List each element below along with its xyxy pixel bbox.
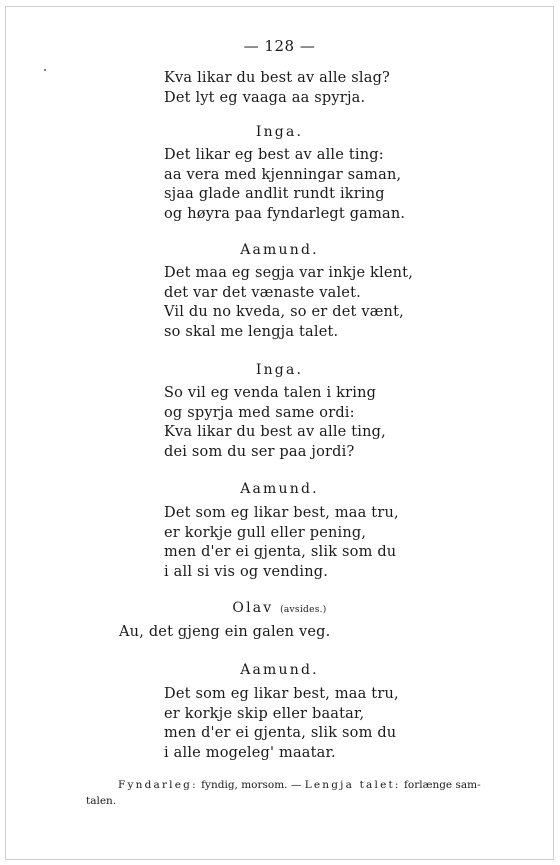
- footnote: [86, 777, 548, 807]
- page-number: — 128 —: [243, 37, 316, 55]
- verse-line: so skal me lengja talet.: [164, 323, 339, 340]
- verse-line: det var det vænaste valet.: [164, 284, 361, 301]
- verse-line: Det som eg likar best, maa tru,: [164, 686, 399, 702]
- stanza-1: [164, 146, 464, 224]
- stanza-2: [164, 264, 464, 342]
- footnote-definition: forlænge sam-: [403, 779, 481, 791]
- verse-line: Det likar eg best av alle ting:: [164, 147, 384, 163]
- verse-line: aa vera med kjenningar saman,: [164, 166, 402, 183]
- speaker-name: Inga.: [255, 124, 304, 140]
- speaker-name: Inga.: [255, 362, 304, 378]
- verse-line: og spyrja med same ordi:: [164, 404, 355, 421]
- verse-line: Vil du no kveda, so er det vænt,: [164, 304, 404, 320]
- stanza-6: [164, 685, 464, 763]
- stanza-3: [164, 384, 464, 462]
- paper-speck: [44, 69, 46, 71]
- stanza-0: [164, 69, 464, 108]
- verse-line: og høyra paa fyndarlegt gaman.: [164, 205, 406, 222]
- speaker-label: Olav: [232, 600, 274, 616]
- verse-line: er korkje gull eller pening,: [164, 524, 367, 541]
- book-page: [5, 6, 554, 860]
- footnote-term: Lengja talet:: [304, 779, 401, 791]
- speaker-name: Aamund.: [240, 242, 319, 258]
- stage-direction: (avsides.): [280, 605, 327, 615]
- verse-line: So vil eg venda talen i kring: [164, 385, 377, 401]
- footnote-term: Fyndarleg:: [118, 779, 198, 791]
- speaker-name: Aamund.: [240, 481, 319, 497]
- verse-line: dei som du ser paa jordi?: [164, 443, 355, 460]
- speaker-name: [6, 600, 553, 616]
- footnote-continuation: talen.: [86, 795, 117, 807]
- footnote-definition: fyndig, morsom. —: [201, 779, 302, 791]
- stanza-4: [164, 504, 464, 582]
- verse-line: sjaa glade andlit rundt ikring: [164, 186, 385, 202]
- verse-line: i all si vis og vending.: [164, 563, 329, 580]
- verse-line: Au, det gjeng ein galen veg.: [119, 624, 331, 640]
- verse-line: er korkje skip eller baatar,: [164, 705, 365, 722]
- stanza-5: [119, 623, 419, 643]
- verse-line: Kva likar du best av alle slag?: [164, 70, 391, 86]
- verse-line: Det lyt eg vaaga aa spyrja.: [164, 89, 366, 106]
- speaker-name: Aamund.: [240, 662, 319, 678]
- verse-line: Det som eg likar best, maa tru,: [164, 505, 399, 521]
- verse-line: men d'er ei gjenta, slik som du: [164, 544, 397, 560]
- verse-line: Det maa eg segja var inkje klent,: [164, 265, 414, 281]
- verse-line: i alle mogeleg' maatar.: [164, 744, 336, 761]
- verse-line: men d'er ei gjenta, slik som du: [164, 725, 397, 741]
- verse-line: Kva likar du best av alle ting,: [164, 424, 386, 440]
